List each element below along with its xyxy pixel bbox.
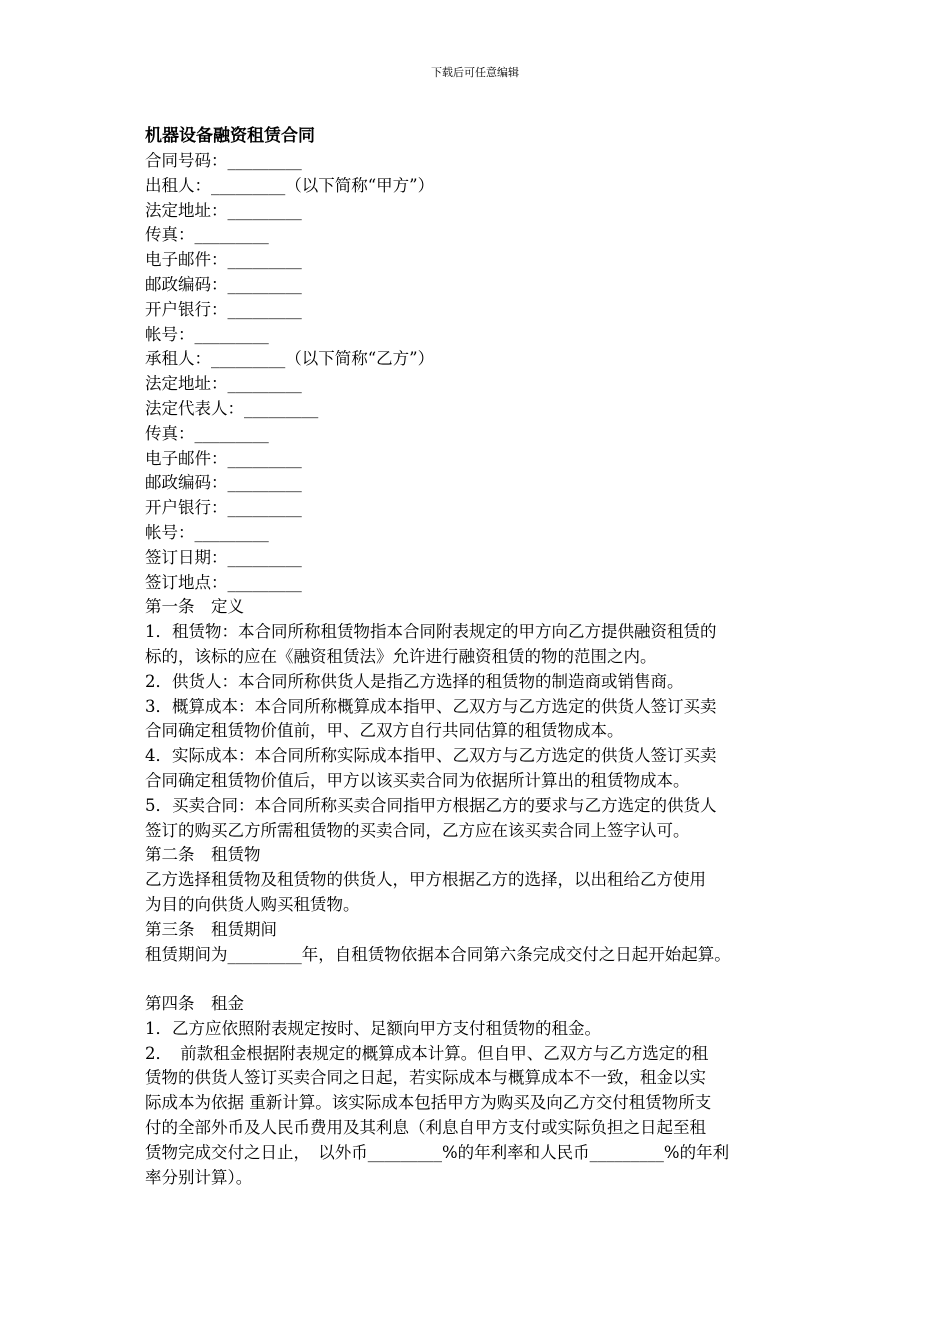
page-header-note: 下载后可任意编辑 <box>431 66 519 79</box>
article-4-text-line: 付的全部外币及人民币费用及其利息（利息自甲方支付或实际负担之日起至租 <box>145 1118 706 1138</box>
contract-number-field: 合同号码：_________ <box>145 151 302 170</box>
blank-line <box>145 967 845 992</box>
article-4-text-line: 赁物完成交付之日止， 以外币_________%的年利率和人民币_________%的年利 <box>145 1142 730 1162</box>
article-1-text-line: 2．供货人：本合同所称供货人是指乙方选择的租赁物的制造商或销售商。 <box>145 671 684 691</box>
lessor-postcode-field: 邮政编码：_________ <box>145 274 302 294</box>
lessor-fax-field: 传真：_________ <box>145 225 269 245</box>
signing-date-field: 签订日期：_________ <box>145 547 302 567</box>
signing-place-field: 签订地点：_________ <box>145 572 302 592</box>
lessor-name-field: 出租人：_________（以下简称“甲方”） <box>145 175 435 195</box>
article-3-heading: 第三条 租赁期间 <box>145 919 277 939</box>
article-1-text-line: 4．实际成本：本合同所称实际成本指甲、乙双方与乙方选定的供货人签订买卖 <box>145 746 717 766</box>
article-4-heading: 第四条 租金 <box>145 994 244 1014</box>
lessee-fax-field: 传真：_________ <box>145 423 269 443</box>
lessee-representative-field: 法定代表人：_________ <box>145 398 319 418</box>
lessee-postcode-field: 邮政编码：_________ <box>145 473 302 493</box>
lessor-email-field: 电子邮件：_________ <box>145 250 302 270</box>
article-4-text-line: 际成本为依据 重新计算。该实际成本包括甲方为购买及向乙方交付租赁物所支 <box>145 1093 712 1113</box>
article-1-heading: 第一条 定义 <box>145 597 244 617</box>
lessee-account-field: 帐号：_________ <box>145 522 269 542</box>
lessee-bank-field: 开户银行：_________ <box>145 498 302 518</box>
article-3-text-line: 租赁期间为_________年，自租赁物依据本合同第六条完成交付之日起开始起算。 <box>145 944 731 964</box>
article-1-text-line: 签订的购买乙方所需租赁物的买卖合同，乙方应在该买卖合同上签字认可。 <box>145 820 690 840</box>
article-4-text-line: 赁物的供货人签订买卖合同之日起，若实际成本与概算成本不一致，租金以实 <box>145 1068 706 1088</box>
article-4-text-line: 1．乙方应依照附表规定按时、足额向甲方支付租赁物的租金。 <box>145 1018 601 1038</box>
lessee-email-field: 电子邮件：_________ <box>145 448 302 468</box>
lessor-bank-field: 开户银行：_________ <box>145 299 302 319</box>
article-1-text-line: 1．租赁物：本合同所称租赁物指本合同附表规定的甲方向乙方提供融资租赁的 <box>145 622 717 642</box>
article-1-text-line: 5．买卖合同：本合同所称买卖合同指甲方根据乙方的要求与乙方选定的供货人 <box>145 795 717 815</box>
article-2-text-line: 乙方选择租赁物及租赁物的供货人，甲方根据乙方的选择，以出租给乙方使用 <box>145 870 706 890</box>
article-1-text-line: 合同确定租赁物价值后，甲方以该买卖合同为依据所计算出的租赁物成本。 <box>145 770 690 790</box>
article-4-text-line: 2． 前款租金根据附表规定的概算成本计算。但自甲、乙双方与乙方选定的租 <box>145 1043 709 1063</box>
article-1-text-line: 3．概算成本：本合同所称概算成本指甲、乙双方与乙方选定的供货人签订买卖 <box>145 696 717 716</box>
article-1-text-line: 合同确定租赁物价值前，甲、乙双方自行共同估算的租赁物成本。 <box>145 721 624 741</box>
contract-body <box>145 124 845 1190</box>
contract-title: 机器设备融资租赁合同 <box>145 126 315 146</box>
article-4-text-line: 率分别计算）。 <box>145 1167 253 1187</box>
lessee-address-field: 法定地址：_________ <box>145 374 302 394</box>
article-2-text-line: 为目的向供货人购买租赁物。 <box>145 894 360 914</box>
article-1-text-line: 标的，该标的应在《融资租赁法》允许进行融资租赁的物的范围之内。 <box>145 646 657 666</box>
lessor-address-field: 法定地址：_________ <box>145 200 302 220</box>
lessor-account-field: 帐号：_________ <box>145 324 269 344</box>
article-2-heading: 第二条 租赁物 <box>145 845 261 865</box>
lessee-name-field: 承租人：_________（以下简称“乙方”） <box>145 349 435 369</box>
